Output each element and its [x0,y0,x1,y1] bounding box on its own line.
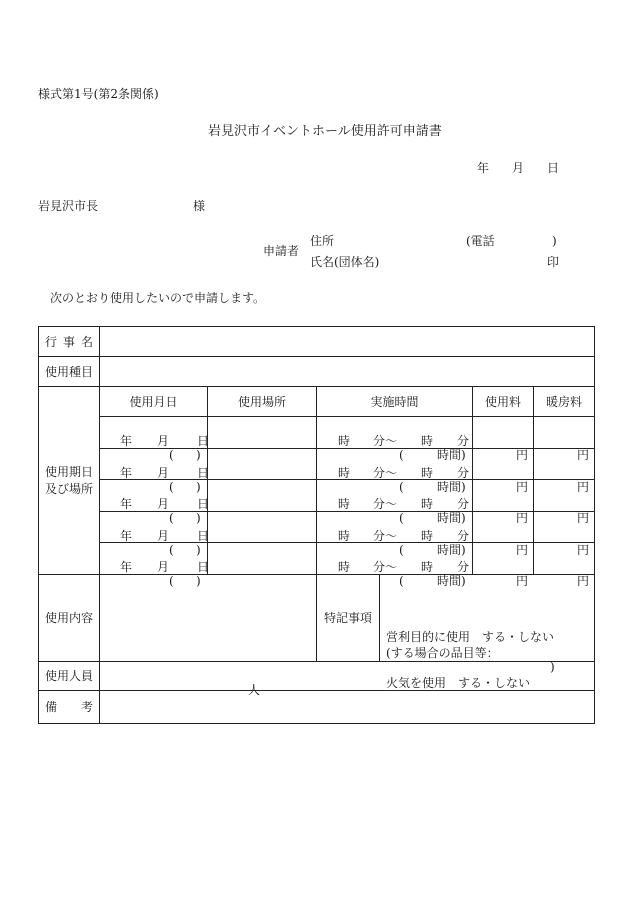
minute-from-label: 分～ [373,560,398,575]
address-label: 住所 [310,234,335,248]
hours-open: ( [399,542,404,557]
hours-close: 時間) [437,542,466,557]
hours-open: ( [399,574,404,589]
heating-cell[interactable] [534,543,595,589]
minute-from-label: 分～ [373,434,398,449]
minute-to-label: 分 [457,497,470,512]
phone-label: (電話 [466,234,495,248]
hour-to-label: 時 [421,434,434,449]
hours-close: 時間) [437,448,466,463]
month-label: 月 [157,434,170,449]
place-cell[interactable] [208,448,317,480]
weekday-close: ) [196,511,201,526]
page-title: 岩見沢市イベントホール使用許可申請書 [208,124,442,139]
place-cell[interactable] [208,480,317,512]
heating-yen: 円 [577,542,590,557]
minute-to-label: 分 [457,560,470,575]
notes-label: 特記事項 [317,574,380,661]
table-row [39,511,595,543]
date-month-label: 月 [512,161,525,175]
minute-to-label: 分 [457,465,470,480]
hours-open: ( [399,479,404,494]
year-label: 年 [120,497,133,512]
commercial-use-line: 営利目的に使用 する・しない [386,629,555,644]
event-name-label-1: 行 [45,335,58,349]
hours-close: 時間) [437,511,466,526]
heating-yen: 円 [577,479,590,494]
event-name-label-2: 事 [62,335,75,349]
col-fee-header: 使用料 [473,387,534,417]
hour-to-label: 時 [421,497,434,512]
name-label: 氏名(団体名) [310,255,380,269]
remarks-label-2: 考 [80,700,93,714]
time-cell[interactable] [317,543,473,589]
form-number: 様式第1号(第2条関係) [38,87,159,101]
weekday-close: ) [196,448,201,463]
remarks-field[interactable] [100,690,595,723]
hour-to-label: 時 [421,465,434,480]
fee-cell[interactable] [473,480,534,526]
minute-to-label: 分 [457,528,470,543]
date-day-label: 日 [547,161,560,175]
day-label: 日 [197,497,210,512]
hours-close: 時間) [437,574,466,589]
weekday-close: ) [196,574,201,589]
hour-label: 時 [338,465,351,480]
application-table [38,326,595,724]
hour-label: 時 [338,560,351,575]
hour-label: 時 [338,497,351,512]
period-label-2: 及び場所 [44,482,93,497]
content-label: 使用内容 [39,574,100,661]
fee-cell[interactable] [473,511,534,557]
month-label: 月 [157,465,170,480]
col-place-header: 使用場所 [208,387,317,417]
place-cell[interactable] [208,543,317,575]
hour-label: 時 [338,434,351,449]
time-cell[interactable] [317,511,473,557]
day-label: 日 [197,465,210,480]
month-label: 月 [157,560,170,575]
time-cell[interactable] [317,448,473,494]
year-label: 年 [120,528,133,543]
heating-yen: 円 [577,574,590,589]
time-cell[interactable] [317,480,473,526]
hours-open: ( [399,448,404,463]
minute-from-label: 分～ [373,528,398,543]
content-field[interactable] [100,574,317,661]
year-label: 年 [120,434,133,449]
seal-label: 印 [547,255,560,269]
date-cell[interactable] [100,543,210,589]
hours-open: ( [399,511,404,526]
period-label-1: 使用期日 [44,465,93,480]
year-label: 年 [120,560,133,575]
date-cell[interactable] [100,511,210,557]
heating-yen: 円 [577,448,590,463]
date-cell[interactable] [100,448,210,494]
addressee-honorific: 様 [193,199,206,213]
heating-cell[interactable] [534,511,595,557]
hour-label: 時 [338,528,351,543]
persons-unit: 人 [248,682,261,697]
place-cell[interactable] [208,511,317,543]
place-cell[interactable] [208,417,317,449]
heating-cell[interactable] [534,448,595,494]
fee-yen: 円 [515,511,528,526]
heating-yen: 円 [577,511,590,526]
items-close: ) [550,659,555,674]
col-date-header: 使用月日 [100,387,208,417]
hour-to-label: 時 [421,560,434,575]
event-name-label-cell [39,327,100,357]
hours-close: 時間) [437,479,466,494]
fee-yen: 円 [515,479,528,494]
table-row [39,480,595,512]
month-label: 月 [157,528,170,543]
hour-to-label: 時 [421,528,434,543]
remarks-label-cell [39,690,100,723]
fee-yen: 円 [515,448,528,463]
items-line: (する場合の品目等： [386,645,499,660]
weekday-close: ) [196,542,201,557]
day-label: 日 [197,528,210,543]
col-heating-header: 暖房料 [534,387,595,417]
applicant-label: 申請者 [263,244,300,258]
minute-to-label: 分 [457,434,470,449]
persons-label: 使用人員 [39,661,100,690]
event-name-label-3: 名 [80,335,93,349]
col-time-header: 実施時間 [317,387,473,417]
weekday-open: ( [169,542,174,557]
date-year-label: 年 [477,161,490,175]
year-label: 年 [120,465,133,480]
fee-cell[interactable] [473,448,534,494]
persons-field[interactable] [100,661,595,697]
period-label-cell [39,387,100,575]
day-label: 日 [197,434,210,449]
intro-text: 次のとおり使用したいので申請します。 [50,291,266,305]
event-name-field[interactable] [100,327,595,357]
weekday-open: ( [169,511,174,526]
remarks-label-1: 備 [45,700,58,714]
usage-type-field[interactable] [100,357,595,387]
phone-close: ) [552,234,557,248]
fee-yen: 円 [515,574,528,589]
fire-use-line: 火気を使用 する・しない [386,675,531,690]
heating-cell[interactable] [534,417,595,463]
time-cell[interactable] [317,417,473,463]
table-row [39,417,595,449]
date-cell[interactable] [100,480,210,526]
usage-type-label: 使用種目 [39,357,100,387]
weekday-close: ) [196,479,201,494]
table-row [39,543,595,575]
date-cell[interactable] [100,417,210,463]
addressee: 岩見沢市長 [38,199,99,213]
fee-cell[interactable] [473,543,534,589]
table-row [39,448,595,480]
minute-from-label: 分～ [373,465,398,480]
weekday-open: ( [169,479,174,494]
month-label: 月 [157,497,170,512]
minute-from-label: 分～ [373,497,398,512]
weekday-open: ( [169,448,174,463]
day-label: 日 [197,560,210,575]
weekday-open: ( [169,574,174,589]
heating-cell[interactable] [534,480,595,526]
fee-yen: 円 [515,542,528,557]
fee-cell[interactable] [473,417,534,463]
notes-field[interactable] [380,574,595,690]
